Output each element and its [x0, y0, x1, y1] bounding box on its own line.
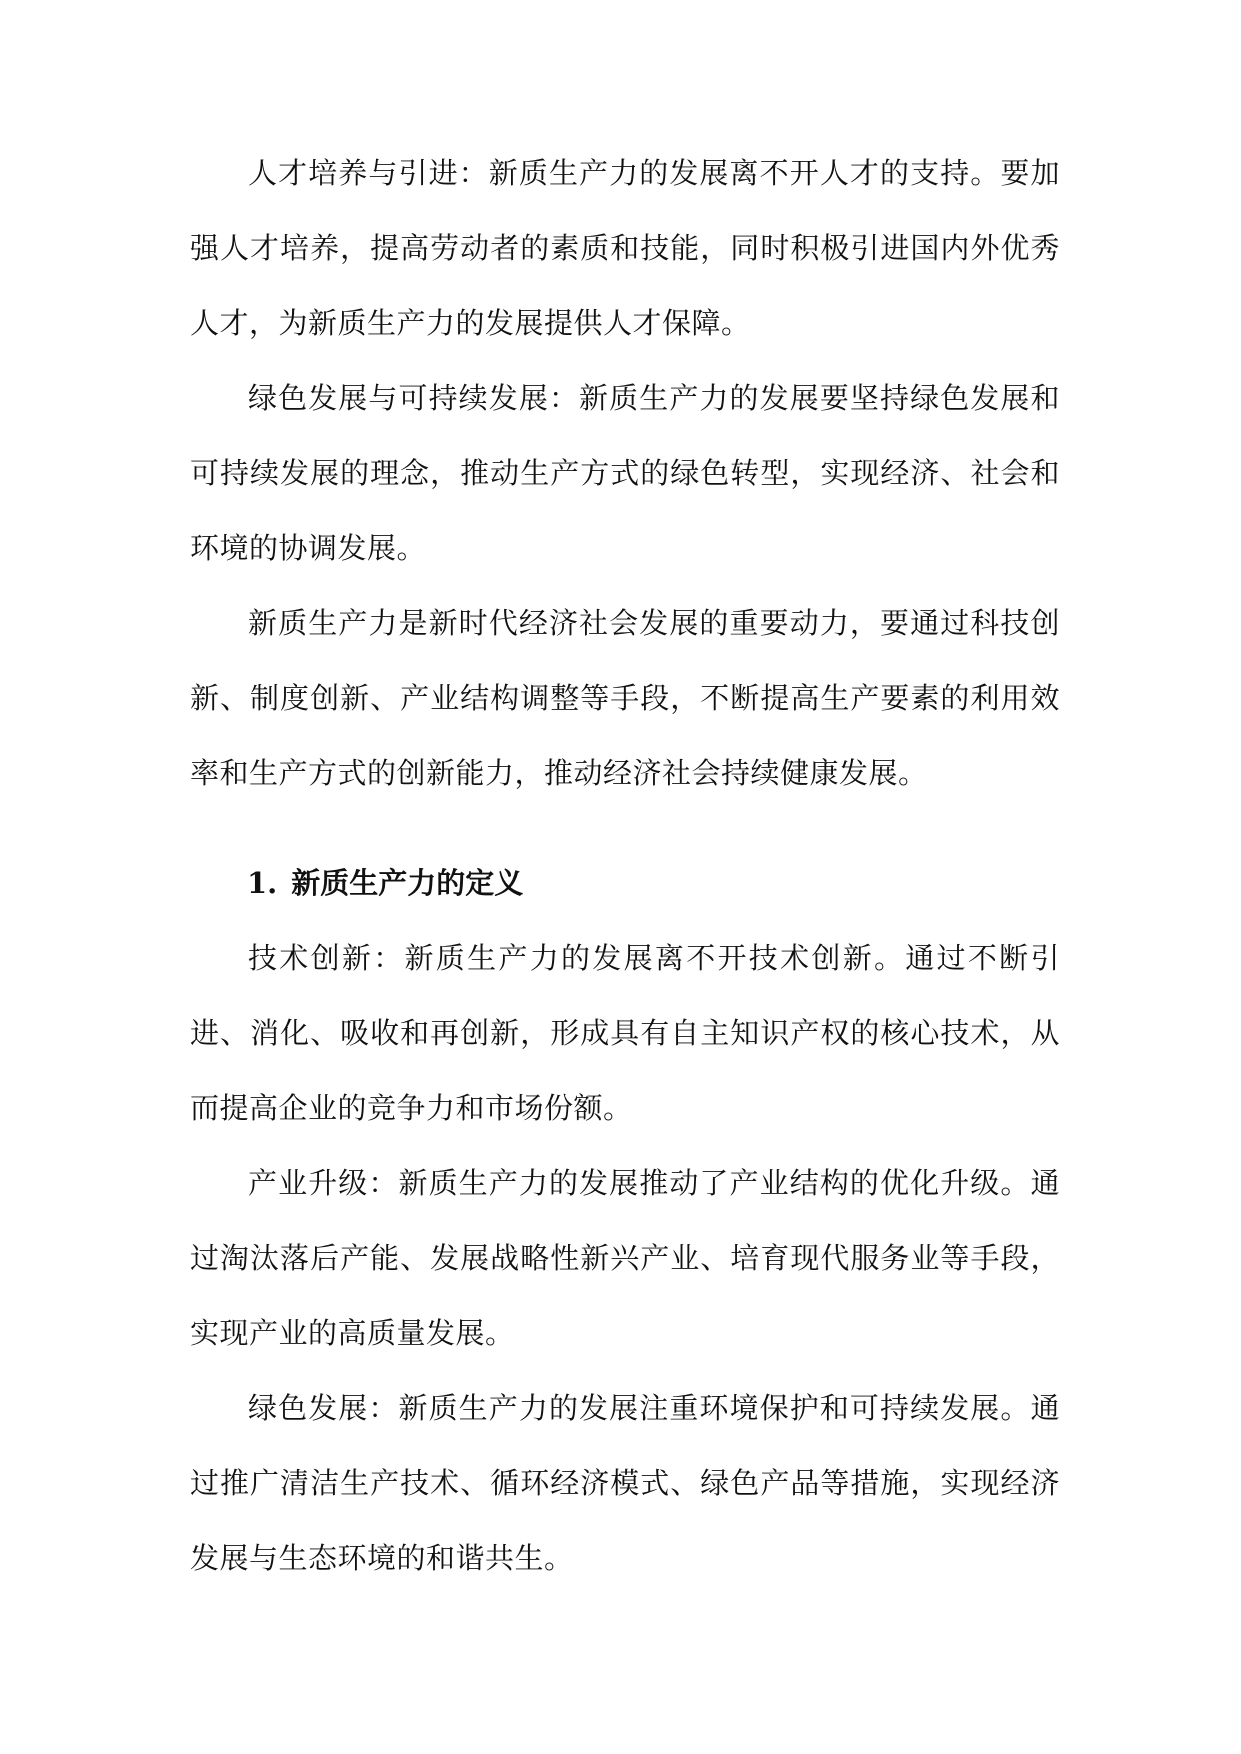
paragraph-green-sustainable: 绿色发展与可持续发展：新质生产力的发展要坚持绿色发展和可持续发展的理念，推动生产方式的绿色转型，实现经济、社会和环境的协调发展。 — [190, 381, 1060, 565]
section-heading — [247, 846, 523, 921]
paragraph-talent: 人才培养与引进：新质生产力的发展离不开人才的支持。要加强人才培养，提高劳动者的素质和技能，同时积极引进国内外优秀人才，为新质生产力的发展提供人才保障。 — [190, 156, 1060, 340]
paragraph-green-development: 绿色发展：新质生产力的发展注重环境保护和可持续发展。通过推广清洁生产技术、循环经济模式、绿色产品等措施，实现经济发展与生态环境的和谐共生。 — [190, 1391, 1060, 1575]
paragraph-tech-innovation: 技术创新：新质生产力的发展离不开技术创新。通过不断引进、消化、吸收和再创新，形成具有自主知识产权的核心技术，从而提高企业的竞争力和市场份额。 — [190, 941, 1060, 1125]
paragraph-industry-upgrade: 产业升级：新质生产力的发展推动了产业结构的优化升级。通过淘汰落后产能、发展战略性新兴产业、培育现代服务业等手段，实现产业的高质量发展。 — [190, 1166, 1060, 1350]
paragraph-summary: 新质生产力是新时代经济社会发展的重要动力，要通过科技创新、制度创新、产业结构调整等手段，不断提高生产要素的利用效率和生产方式的创新能力，推动经济社会持续健康发展。 — [190, 606, 1060, 790]
section-title: 新质生产力的定义 — [291, 866, 524, 900]
section-number: 1. — [247, 866, 278, 900]
